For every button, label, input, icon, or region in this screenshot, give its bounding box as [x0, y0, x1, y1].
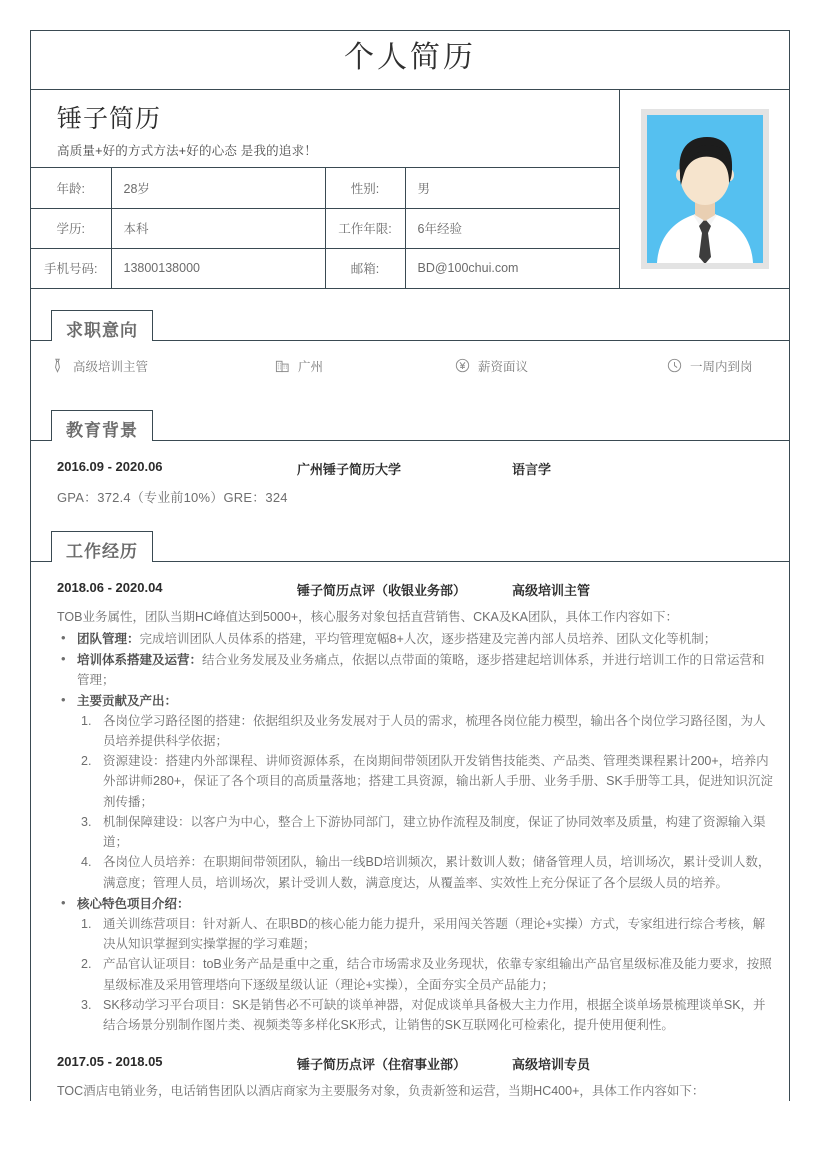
intention-item-salary	[454, 357, 666, 375]
tie-icon	[49, 357, 66, 374]
section-header-intention	[31, 307, 789, 341]
info-value-email: BD@100chui.com	[405, 248, 619, 288]
table-row	[31, 168, 619, 208]
bullet-lead: 主要贡献及产出：	[77, 693, 178, 708]
building-icon	[274, 357, 291, 374]
list-item: 各岗位学习路径图的搭建：依据组织及业务发展对于人员的需求，梳理各岗位能力模型，输出各个岗位学习路径图，为人员培养提供科学依据；	[103, 713, 766, 748]
section-work-experience	[31, 528, 789, 1102]
work-role: 高级培训主管	[512, 582, 591, 598]
work-company: 锤子简历点评（住宿事业部）	[297, 1057, 467, 1073]
work-sub-list	[77, 711, 775, 893]
intention-item-city	[274, 357, 454, 375]
work-bullet-list	[57, 629, 775, 1036]
list-item	[57, 894, 775, 1036]
education-date: 2016.09 - 2020.06	[57, 458, 163, 474]
info-value-experience: 6年经验	[405, 208, 619, 248]
info-label-experience: 工作年限:	[325, 208, 405, 248]
work-entry-header	[57, 1036, 775, 1073]
work-date: 2017.05 - 2018.05	[57, 1054, 163, 1070]
list-item: 通关训练营项目：针对新人、在职BD的核心能力能力提升，采用闯关答题（理论+实操）方式，专家组进行综合考核，解决从知识掌握到实操掌握的学习难题；	[103, 916, 766, 951]
section-title: 求职意向	[66, 321, 138, 340]
name-cell	[31, 90, 619, 168]
info-value-phone: 13800138000	[111, 248, 325, 288]
section-tab	[51, 410, 153, 441]
identity-block	[31, 90, 789, 289]
work-entry	[45, 562, 775, 1036]
work-entry	[45, 1036, 775, 1101]
bullet-lead: 团队管理：	[77, 631, 140, 646]
bullet-text: 结合业务发展及业务痛点，依据以点带面的策略，逐步搭建起培训体系，并进行培训工作的日常运营和管理；	[77, 652, 765, 687]
candidate-tagline: 高质量+好的方式方法+好的心态 是我的追求！	[57, 144, 317, 159]
info-label-education: 学历:	[31, 208, 111, 248]
candidate-name: 锤子简历	[57, 105, 162, 133]
info-value-education: 本科	[111, 208, 325, 248]
person-portrait-icon	[647, 115, 763, 263]
intention-label: 广州	[298, 359, 324, 374]
section-title: 教育背景	[66, 421, 138, 440]
work-role: 高级培训专员	[512, 1057, 591, 1073]
intention-item-availability	[666, 357, 771, 375]
avatar-frame	[641, 109, 769, 269]
education-entry	[45, 441, 775, 510]
identity-left	[31, 90, 619, 289]
intention-item-position	[49, 357, 274, 375]
work-entry-header	[57, 562, 775, 599]
section-education	[31, 407, 789, 510]
intention-label: 一周内到岗	[690, 359, 753, 374]
table-row	[31, 208, 619, 248]
section-header-work	[31, 528, 789, 562]
list-item: 机制保障建设：以客户为中心，整合上下游协同部门，建立协作流程及制度，保证了协同效率及质量，构建了资源输入渠道；	[103, 814, 766, 849]
bullet-text: 完成培训团队人员体系的搭建，平均管理宽幅8+人次，逐步搭建及完善内部人员培养、团队文化等机制；	[139, 631, 717, 646]
page-title: 个人简历	[344, 41, 476, 74]
list-item	[57, 629, 775, 649]
section-title: 工作经历	[66, 542, 138, 561]
work-intro: TOB业务属性，团队当期HC峰值达到5000+，核心服务对象包括直营销售、CKA及KA团队，具体工作内容如下：	[57, 609, 679, 624]
list-item: 各岗位人员培养：在职期间带领团队，输出一线BD培训频次，累计数训人数；储备管理人员，培训场次，累计受训人数，满意度；管理人员，培训场次，累计受训人数，满意度达，从覆盖率、实效性上充分保证了各个层级人员的培养。	[103, 855, 771, 890]
work-sub-list	[77, 914, 775, 1036]
info-label-email: 邮箱:	[325, 248, 405, 288]
table-row	[31, 248, 619, 288]
list-item	[57, 691, 775, 893]
education-school: 广州锤子简历大学	[297, 461, 402, 477]
resume-sheet	[30, 30, 790, 1101]
info-value-gender: 男	[405, 168, 619, 208]
section-body-work	[31, 562, 789, 1102]
photo-cell	[619, 90, 789, 289]
intention-label: 薪资面议	[478, 359, 529, 374]
info-label-age: 年龄:	[31, 168, 111, 208]
section-tab	[51, 310, 153, 341]
list-item	[57, 650, 775, 690]
bullet-lead: 核心特色项目介绍：	[77, 896, 190, 911]
intention-row	[45, 341, 775, 389]
avatar	[647, 115, 763, 263]
education-detail: GPA：372.4（专业前10%）GRE：324	[57, 489, 288, 505]
section-header-education	[31, 407, 789, 441]
list-item: 产品官认证项目：toB业务产品是重中之重，结合市场需求及业务现状，依靠专家组输出产品官星级标准及能力要求，按照星级标准及采用管理塔向下逐级星级认证（理论+实操），全面夯实全员产品能力；	[103, 957, 772, 992]
info-label-phone: 手机号码:	[31, 248, 111, 288]
work-date: 2018.06 - 2020.04	[57, 579, 163, 595]
document-title-bar	[31, 31, 789, 90]
section-tab	[51, 531, 153, 562]
intention-label: 高级培训主管	[73, 359, 149, 374]
education-major: 语言学	[512, 461, 552, 477]
list-item: 资源建设：搭建内外部课程、讲师资源体系，在岗期间带领团队开发销售技能类、产品类、管理类课程累计200+，培养内外部讲师280+，保证了各个项目的高质量落地；搭建工具资源，输出新人手册、业务手册、SK手册等工具，促进知识沉淀剂传播；	[103, 754, 773, 809]
work-intro: TOC酒店电销业务，电话销售团队以酒店商家为主要服务对象，负责新签和运营，当期HC400+，具体工作内容如下：	[57, 1084, 705, 1099]
work-company: 锤子简历点评（收银业务部）	[297, 582, 467, 598]
info-label-gender: 性别:	[325, 168, 405, 208]
bullet-lead: 培训体系搭建及运营：	[77, 652, 203, 667]
section-body-education	[31, 441, 789, 510]
education-entry-header	[45, 441, 775, 478]
section-body-intention	[31, 341, 789, 389]
section-job-intention	[31, 307, 789, 389]
personal-info-table	[31, 168, 619, 289]
list-item: SK移动学习平台项目：SK是销售必不可缺的谈单神器，对促成谈单具备极大主力作用，根据全谈单场景梳理谈单SK，并结合场景分别制作图片类、视频类等多样化SK形式，让销售的SK互联网化可检索化，提升使用便利性。	[103, 997, 766, 1032]
info-value-age: 28岁	[111, 168, 325, 208]
yen-circle-icon	[454, 357, 471, 374]
clock-icon	[666, 357, 683, 374]
